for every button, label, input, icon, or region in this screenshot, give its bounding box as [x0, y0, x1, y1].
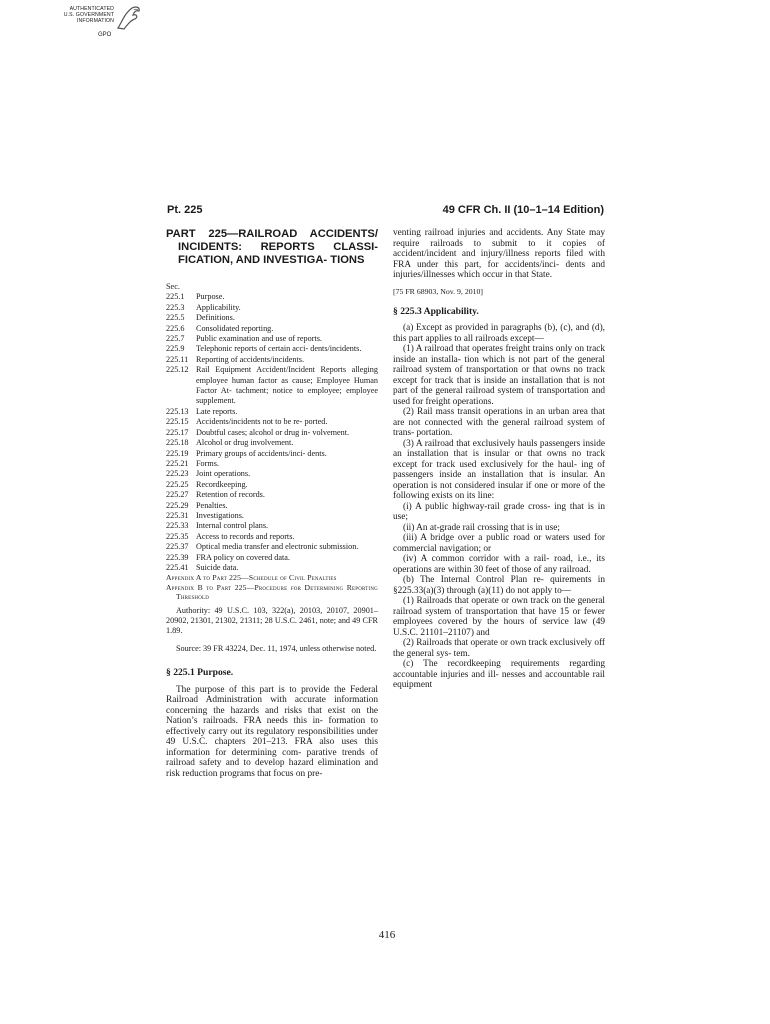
toc-item[interactable] — [166, 303, 378, 313]
toc-item[interactable] — [166, 563, 378, 573]
toc-item-title: Optical media transfer and electronic submission. — [196, 542, 359, 552]
toc-item-number: 225.35 — [166, 531, 189, 541]
right-column — [393, 228, 605, 691]
logo-line: INFORMATION — [76, 18, 114, 24]
applicability-paragraph: (2) Railroads that operate or own track exclusively off the general sys- tem. — [393, 638, 605, 659]
appendix-b-link[interactable]: Appendix B to Part 225—Procedure for Determining Reporting Threshold — [166, 582, 378, 601]
toc-item-title: Recordkeeping. — [196, 479, 248, 489]
toc-item-title: Late reports. — [196, 406, 238, 416]
applicability-paragraph: (iv) A common corridor with a rail- road, i.e., its operations are within 30 feet of those of any railroad. — [393, 554, 605, 575]
toc-item-title: Rail Equipment Accident/Incident Reports alleging employee human factor as cause; Employee Human Factor At- tachment; notice to employee; employee supplement. — [196, 365, 378, 406]
source-note: Source: 39 FR 43224, Dec. 11, 1974, unless otherwise noted. — [176, 644, 377, 654]
applicability-paragraph: (1) Railroads that operate or own track on the general railroad system of transportation that have 15 or fewer employees covered by the hours of service law (49 U.S.C. 21101–21107) and — [393, 596, 605, 638]
toc-heading: Sec. — [166, 282, 180, 291]
toc-item[interactable] — [166, 344, 378, 354]
toc-item-number: 225.29 — [166, 500, 189, 510]
toc-item-number: 225.18 — [166, 438, 189, 448]
logo-line: AUTHENTICATED — [69, 6, 114, 12]
toc-item-title: Retention of records. — [196, 490, 265, 500]
toc-item[interactable] — [166, 438, 378, 448]
toc-item-title: Joint operations. — [196, 469, 251, 479]
toc-item-number: 225.7 — [166, 334, 185, 344]
edition-label: 49 CFR Ch. II (10–1–14 Edition) — [442, 204, 604, 216]
toc-item-title: Telephonic reports of certain acci- dents/incidents. — [196, 344, 362, 354]
continued-paragraph: venting railroad injuries and accidents. Any State may require railroads to submit to it copies of accident/incident and injury/illness reports filed with FRA under this part, for accidents/inci- dents and injuries/illnesses which occur in that State. — [393, 228, 605, 280]
toc-item[interactable] — [166, 449, 378, 459]
section-225-1-heading: § 225.1 Purpose. — [166, 667, 234, 679]
toc-item[interactable] — [166, 334, 378, 344]
toc-item-number: 225.33 — [166, 521, 189, 531]
applicability-paragraph: (iii) A bridge over a public road or waters used for commercial navigation; or — [393, 533, 605, 554]
toc-item[interactable] — [166, 532, 378, 542]
applicability-paragraph: (3) A railroad that exclusively hauls passengers inside an installation that is insular or that owns no track except for track used exclusively for the haul- ing of passengers inside an installation that is insular. An operation is not considered insular if one or more of the following exists on its line: — [393, 438, 605, 501]
toc-item-title: Public examination and use of reports. — [196, 334, 322, 344]
toc-item-number: 225.31 — [166, 510, 189, 520]
toc-item[interactable] — [166, 521, 378, 531]
toc-item-number: 225.27 — [166, 490, 189, 500]
running-head — [167, 204, 604, 218]
toc-item-title: Forms. — [196, 458, 219, 468]
toc-item-title: FRA policy on covered data. — [196, 552, 290, 562]
toc-item[interactable] — [166, 490, 378, 500]
toc-item-title: Primary groups of accidents/inci- dents. — [196, 448, 327, 458]
toc-item[interactable] — [166, 469, 378, 479]
logo-text — [28, 6, 114, 24]
section-225-3-body — [393, 323, 605, 691]
toc-item-title: Penalties. — [196, 500, 228, 510]
toc-item[interactable] — [166, 511, 378, 521]
toc-item[interactable] — [166, 324, 378, 334]
toc-item-number: 225.41 — [166, 562, 189, 572]
applicability-paragraph: (a) Except as provided in paragraphs (b), (c), and (d), this part applies to all railroads except— — [393, 323, 605, 344]
applicability-paragraph: (1) A railroad that operates freight trains only on track inside an installa- tion which is not part of the general railroad system of transportation or that owns no track except for track that is inside an installation that is not part of the general railroad system of transportation and used for freight operations. — [393, 344, 605, 407]
toc-item[interactable] — [166, 417, 378, 427]
toc-item[interactable] — [166, 501, 378, 511]
toc-item-number: 225.5 — [166, 313, 185, 323]
toc-item[interactable] — [166, 459, 378, 469]
toc-item[interactable] — [166, 542, 378, 552]
toc-item-title: Investigations. — [196, 510, 244, 520]
toc-item-title: Definitions. — [196, 313, 235, 323]
toc-item[interactable] — [166, 553, 378, 563]
section-225-3-heading: § 225.3 Applicability. — [393, 305, 479, 317]
toc-item[interactable] — [166, 313, 378, 323]
toc-list — [166, 292, 378, 573]
toc-item-number: 225.3 — [166, 302, 185, 312]
logo-gpo-name: GPO — [98, 32, 112, 38]
toc-item-number: 225.9 — [166, 344, 185, 354]
section-225-1-text: The purpose of this part is to provide the Federal Railroad Administration with accurate information concerning the hazards and risks that exist on the Nation’s railroads. FRA needs this in- formation to effectively carry out its regulatory responsibilities under 49 U.S.C. chapters 201–213. FRA also uses this information for determining com- parative trends of railroad safety and to develop hazard elimination and risk reduction programs that focus on pre- — [166, 684, 378, 779]
toc-item[interactable] — [166, 407, 378, 417]
toc-item-title: Consolidated reporting. — [196, 323, 274, 333]
part-title: PART 225—RAILROAD ACCIDENTS/ INCIDENTS: REPORTS CLASSI- FICATION, AND INVESTIGA- TIONS — [166, 228, 378, 266]
applicability-paragraph: (b) The Internal Control Plan re- quirements in §225.33(a)(3) through (a)(11) do not apply to— — [393, 575, 605, 596]
gpo-authentication-logo — [28, 6, 140, 46]
toc-item[interactable] — [166, 355, 378, 365]
toc-item[interactable] — [166, 292, 378, 302]
page-number: 416 — [378, 929, 396, 941]
toc-item-number: 225.12 — [166, 365, 189, 375]
toc-item-title: Suicide data. — [196, 562, 239, 572]
applicability-paragraph: (ii) An at-grade rail crossing that is in use; — [403, 522, 560, 533]
toc-item-number: 225.37 — [166, 542, 189, 552]
applicability-paragraph: (2) Rail mass transit operations in an urban area that are not connected with the general railroad system of trans- portation. — [393, 407, 605, 438]
toc-item-number: 225.17 — [166, 427, 189, 437]
toc-item-title: Internal control plans. — [196, 521, 269, 531]
toc-item-title: Alcohol or drug involvement. — [196, 438, 294, 448]
toc-item-title: Purpose. — [196, 292, 225, 302]
authority-note: Authority: 49 U.S.C. 103, 322(a), 20103, 20107, 20901–20902, 21301, 21302, 21311; 28 U.S.C. 2461, note; and 49 CFR 1.89. — [166, 605, 378, 635]
toc-item-title: Reporting of accidents/incidents. — [196, 354, 305, 364]
appendix-a-link[interactable]: Appendix A to Part 225—Schedule of Civil Penalties — [166, 573, 337, 583]
logo-line: U.S. GOVERNMENT — [63, 12, 114, 18]
toc-item-number: 225.1 — [166, 292, 185, 302]
toc-item-title: Accidents/incidents not to be re- ported. — [196, 417, 328, 427]
toc-item-number: 225.15 — [166, 417, 189, 427]
toc-item-number: 225.23 — [166, 469, 189, 479]
toc-item[interactable] — [166, 365, 378, 407]
applicability-paragraph: (c) The recordkeeping requirements regarding accountable injuries and ill- nesses and accountable rail equipment — [393, 659, 605, 690]
toc-item-number: 225.25 — [166, 479, 189, 489]
toc-item-number: 225.6 — [166, 323, 185, 333]
applicability-paragraph: (i) A public highway-rail grade cross- ing that is in use; — [393, 501, 605, 522]
toc-item[interactable] — [166, 480, 378, 490]
part-label: Pt. 225 — [167, 204, 203, 216]
toc-item-title: Doubtful cases; alcohol or drug in- volvement. — [196, 427, 350, 437]
toc-item-number: 225.11 — [166, 354, 189, 364]
left-column — [166, 228, 378, 779]
toc-item[interactable] — [166, 428, 378, 438]
table-of-contents — [166, 282, 378, 601]
toc-item-number: 225.21 — [166, 458, 189, 468]
toc-item-number: 225.19 — [166, 448, 189, 458]
toc-item-title: Applicability. — [196, 302, 241, 312]
toc-item-title: Access to records and reports. — [196, 531, 295, 541]
citation: [75 FR 68903, Nov. 9, 2010] — [393, 286, 484, 296]
toc-item-number: 225.39 — [166, 552, 189, 562]
eagle-icon — [114, 4, 142, 34]
toc-item-number: 225.13 — [166, 406, 189, 416]
